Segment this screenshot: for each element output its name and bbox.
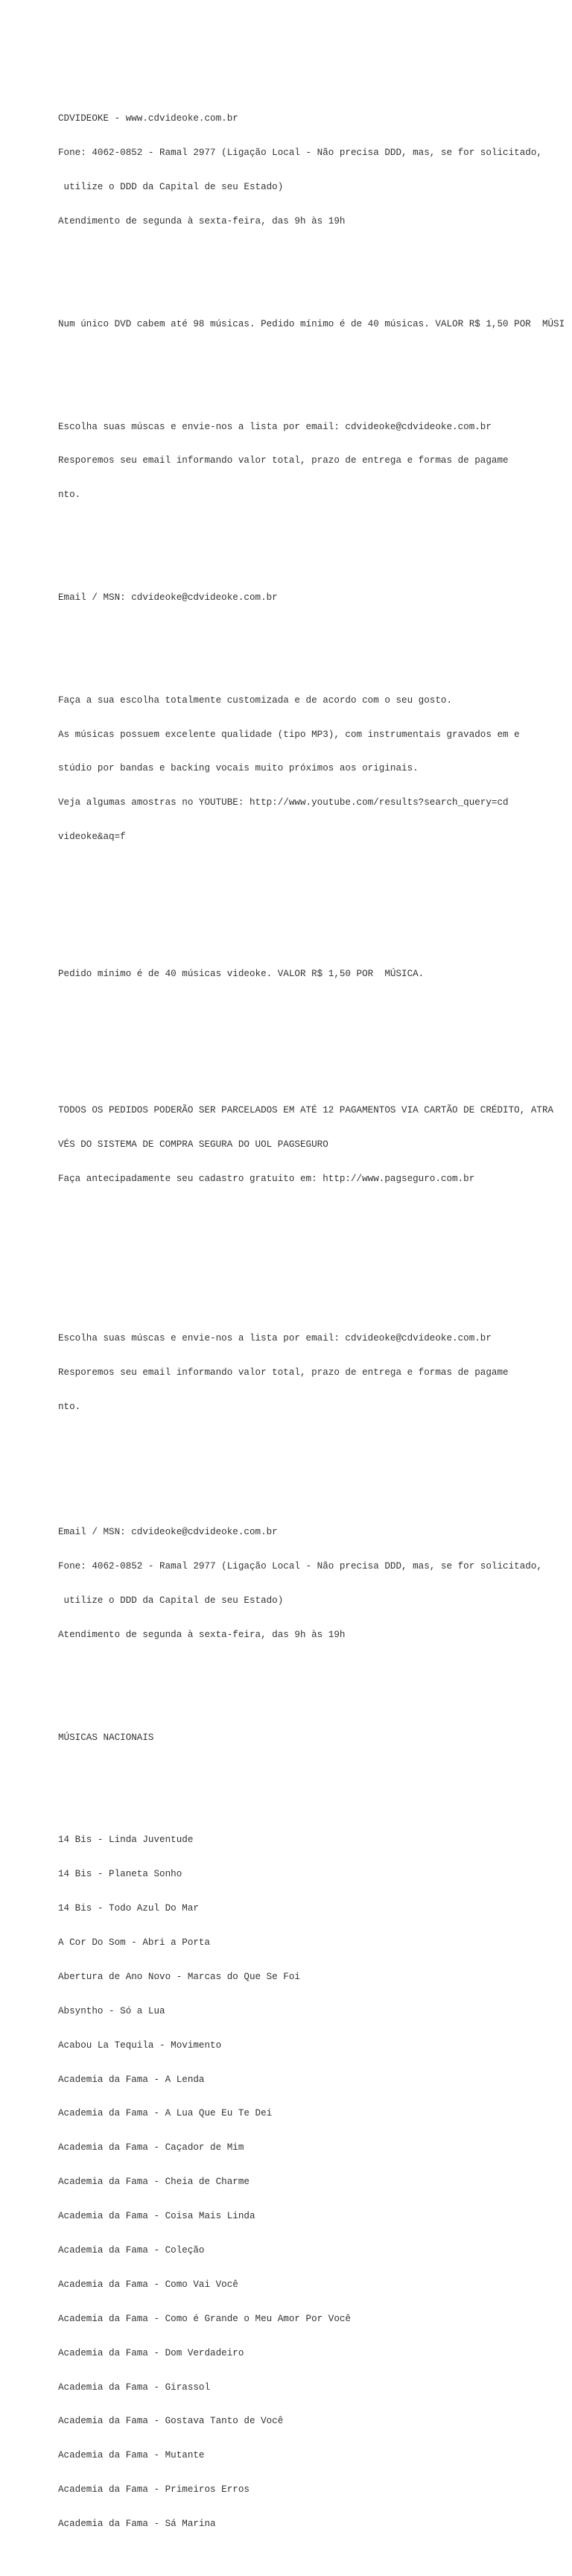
spacer bbox=[58, 923, 572, 934]
site-title-line: CDVIDEOKE - www.cdvideoke.com.br bbox=[58, 113, 238, 124]
song-item: Abertura de Ano Novo - Marcas do Que Se Foi bbox=[58, 1971, 300, 1982]
song-item: Academia da Fama - Sá Marina bbox=[58, 2519, 216, 2530]
song-item: 14 Bis - Todo Azul Do Mar bbox=[58, 1903, 199, 1914]
spacer bbox=[58, 1003, 572, 1014]
hours-line: Atendimento de segunda à sexta-feira, das 9h às 19h bbox=[58, 1629, 346, 1640]
email-instruction-line: Escolha suas múscas e envie-nos a lista por email: cdvideoke@cdvideoke.com.br bbox=[58, 421, 492, 432]
header-block bbox=[58, 91, 572, 250]
song-item: Academia da Fama - Como é Grande o Meu Amor Por Você bbox=[58, 2313, 351, 2324]
song-item: Academia da Fama - Primeiros Erros bbox=[58, 2484, 250, 2496]
contact-block-2 bbox=[58, 1504, 572, 1664]
song-item: Academia da Fama - Dom Verdadeiro bbox=[58, 2347, 244, 2358]
song-item: A Cor Do Som - Abri a Porta bbox=[58, 1937, 211, 1948]
song-item: Academia da Fama - Cheia de Charme bbox=[58, 2177, 250, 2188]
song-item: Academia da Fama - Coisa Mais Linda bbox=[58, 2211, 255, 2222]
document-page bbox=[58, 57, 572, 2576]
spacer bbox=[58, 273, 572, 285]
spacer bbox=[58, 1767, 572, 1778]
payment-line: VÉS DO SISTEMA DE COMPRA SEGURA DO UOL PAGSEGURO bbox=[58, 1139, 328, 1151]
spacer bbox=[58, 353, 572, 364]
song-item: Academia da Fama - Caçador de Mim bbox=[58, 2142, 244, 2153]
song-item: Academia da Fama - Girassol bbox=[58, 2382, 211, 2393]
msn-contact-line: Email / MSN: cdvideoke@cdvideoke.com.br bbox=[58, 1527, 278, 1538]
spacer bbox=[58, 889, 572, 900]
spacer bbox=[58, 1686, 572, 1697]
payment-line: TODOS OS PEDIDOS PODERÃO SER PARCELADOS EM ATÉ 12 PAGAMENTOS VIA CARTÃO DE CRÉDITO, ATRA bbox=[58, 1105, 554, 1116]
song-item: 14 Bis - Planeta Sonho bbox=[58, 1869, 182, 1880]
song-list bbox=[58, 1812, 572, 2553]
phone-line: Fone: 4062-0852 - Ramal 2977 (Ligação Local - Não precisa DDD, mas, se for solicitado, bbox=[58, 148, 542, 159]
song-item: Academia da Fama - Gostava Tanto de Você bbox=[58, 2416, 284, 2427]
youtube-link-line: Veja algumas amostras no YOUTUBE: http://www.youtube.com/results?search_query=cd bbox=[58, 797, 509, 808]
spacer bbox=[58, 627, 572, 638]
song-item: Academia da Fama - Mutante bbox=[58, 2450, 205, 2461]
hours-line: Atendimento de segunda à sexta-feira, das 9h às 19h bbox=[58, 216, 346, 227]
email-instruction-line: Escolha suas múscas e envie-nos a lista por email: cdvideoke@cdvideoke.com.br bbox=[58, 1333, 492, 1344]
spacer bbox=[58, 1037, 572, 1048]
payment-block bbox=[58, 1083, 572, 1208]
description-line: stúdio por bandas e backing vocais muito próximos aos originais. bbox=[58, 763, 419, 774]
phone-note-line: utilize o DDD da Capital de seu Estado) bbox=[58, 1595, 284, 1607]
section-title: MÚSICAS NACIONAIS bbox=[58, 1732, 154, 1743]
song-item: Academia da Fama - A Lua Que Eu Te Dei bbox=[58, 2108, 273, 2119]
song-item: Academia da Fama - Coleção bbox=[58, 2245, 205, 2256]
email-instructions-1 bbox=[58, 399, 572, 524]
email-instruction-line: nto. bbox=[58, 490, 81, 501]
email-instructions-2 bbox=[58, 1311, 572, 1436]
spacer bbox=[58, 1231, 572, 1242]
song-item: Absyntho - Só a Lua bbox=[58, 2005, 165, 2016]
song-item: Academia da Fama - Como Vai Você bbox=[58, 2279, 238, 2290]
phone-note-line: utilize o DDD da Capital de seu Estado) bbox=[58, 182, 284, 193]
msn-contact-line: Email / MSN: cdvideoke@cdvideoke.com.br bbox=[58, 592, 278, 603]
youtube-link-line: videoke&aq=f bbox=[58, 832, 126, 843]
phone-line: Fone: 4062-0852 - Ramal 2977 (Ligação Local - Não precisa DDD, mas, se for solicitado, bbox=[58, 1561, 542, 1572]
song-item: Academia da Fama - A Lenda bbox=[58, 2074, 205, 2085]
pagseguro-link-line: Faça antecipadamente seu cadastro gratuito em: http://www.pagseguro.com.br bbox=[58, 1174, 475, 1185]
spacer bbox=[58, 1459, 572, 1470]
email-instruction-line: nto. bbox=[58, 1402, 81, 1413]
email-instruction-line: Resporemos seu email informando valor total, prazo de entrega e formas de pagame bbox=[58, 1367, 509, 1379]
description-line: As músicas possuem excelente qualidade (tipo MP3), com instrumentais gravados em e bbox=[58, 729, 520, 740]
min-order-line: Pedido mínimo é de 40 músicas videoke. VALOR R$ 1,50 POR MÚSICA. bbox=[58, 968, 425, 979]
spacer bbox=[58, 1265, 572, 1276]
description-block bbox=[58, 672, 572, 866]
song-item: Acabou La Tequila - Movimento bbox=[58, 2039, 222, 2051]
description-line: Faça a sua escolha totalmente customizada e de acordo com o seu gosto. bbox=[58, 694, 453, 706]
intro-line: Num único DVD cabem até 98 músicas. Pedido mínimo é de 40 músicas. VALOR R$ 1,50 POR MÚSI bbox=[58, 318, 565, 329]
spacer bbox=[58, 547, 572, 558]
song-item: 14 Bis - Linda Juventude bbox=[58, 1835, 194, 1846]
email-instruction-line: Resporemos seu email informando valor total, prazo de entrega e formas de pagame bbox=[58, 455, 509, 466]
